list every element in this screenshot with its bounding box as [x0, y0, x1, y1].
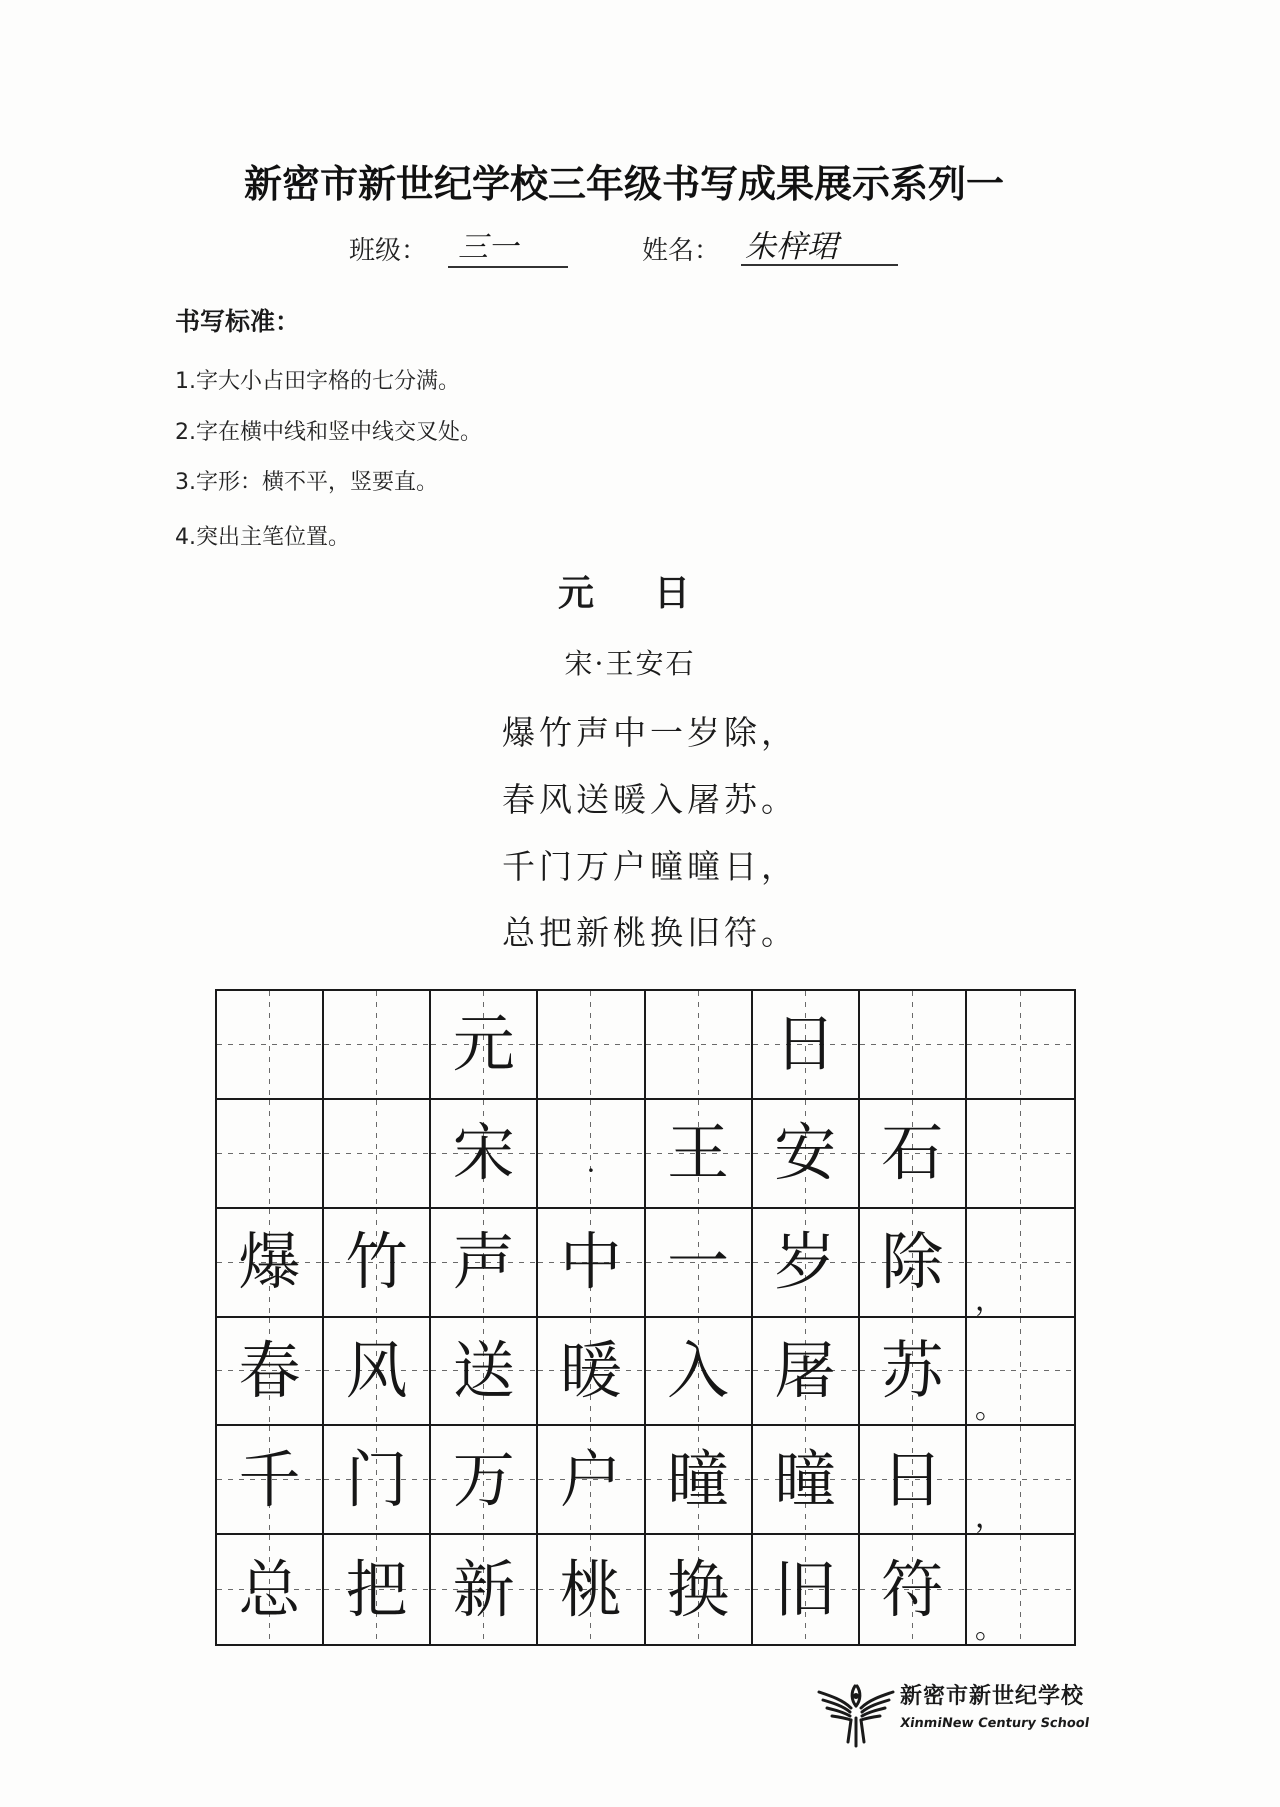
handwritten-character: 换: [667, 1552, 730, 1626]
handwritten-character: 符: [881, 1552, 944, 1626]
handwritten-character: 苏: [881, 1333, 944, 1407]
handwritten-character: 。: [974, 1611, 1005, 1646]
standard-item: 1.字大小占田字格的七分满。: [175, 369, 460, 394]
grid-cell: [967, 991, 1074, 1100]
handwritten-character: 曈: [774, 1442, 837, 1516]
handwritten-character: 旧: [774, 1552, 837, 1626]
handwritten-character: 万: [452, 1442, 515, 1516]
standards-heading: 书写标准：: [175, 307, 301, 336]
handwritten-character: ，: [974, 1500, 1005, 1536]
grid-cell: [753, 1535, 860, 1644]
tianzige-practice-grid: [215, 989, 1076, 1646]
grid-cell: [217, 991, 324, 1100]
grid-cell: [753, 1100, 860, 1209]
grid-cell: [753, 991, 860, 1100]
handwritten-character: 暖: [559, 1333, 622, 1407]
handwritten-character: 宋: [452, 1116, 515, 1190]
grid-cell: [324, 1318, 431, 1427]
grid-cell: [967, 1535, 1074, 1644]
grid-cell: [324, 1100, 431, 1209]
grid-cell: [860, 1535, 967, 1644]
poem-line: 春风送暖入屠苏。: [502, 780, 798, 819]
grid-cell: [538, 1426, 645, 1535]
standard-item: 2.字在横中线和竖中线交叉处。: [175, 420, 482, 445]
grid-cell: [431, 1535, 538, 1644]
grid-cell: [538, 1100, 645, 1209]
standard-item: 3.字形：横不平，竖要直。: [175, 470, 438, 495]
class-label: 班级：: [349, 236, 428, 266]
grid-cell: [646, 1209, 753, 1318]
name-field: 朱梓珺: [741, 228, 898, 266]
grid-cell: [967, 1426, 1074, 1535]
poem-line: 总把新桃换旧符。: [502, 913, 798, 952]
handwritten-character: 一: [667, 1225, 730, 1299]
grid-cell: [324, 991, 431, 1100]
handwritten-character: 日: [881, 1442, 944, 1516]
handwritten-character: 石: [881, 1116, 944, 1190]
grid-cell: [967, 1209, 1074, 1318]
grid-cell: [860, 1100, 967, 1209]
grid-cell: [217, 1535, 324, 1644]
handwritten-character: 王: [667, 1116, 730, 1190]
handwritten-character: ·: [586, 1154, 596, 1188]
class-field: 三一: [448, 230, 568, 268]
handwritten-character: 声: [452, 1225, 515, 1299]
grid-cell: [431, 1426, 538, 1535]
school-logo-name-cn: 新密市新世纪学校: [900, 1684, 1085, 1709]
grid-cell: [646, 1100, 753, 1209]
handwritten-character: 门: [345, 1442, 408, 1516]
standard-item: 4.突出主笔位置。: [175, 525, 350, 550]
grid-cell: [753, 1209, 860, 1318]
handwritten-character: 送: [452, 1333, 515, 1407]
handwritten-character: 。: [974, 1391, 1005, 1427]
phoenix-emblem-icon: [815, 1678, 897, 1748]
handwritten-character: 屠: [774, 1333, 837, 1407]
handwritten-character: 春: [238, 1333, 301, 1407]
grid-cell: [431, 1100, 538, 1209]
grid-cell: [860, 1318, 967, 1427]
handwritten-character: 总: [238, 1552, 301, 1626]
grid-cell: [646, 1318, 753, 1427]
handwritten-character: 把: [345, 1552, 408, 1626]
handwritten-character: 风: [345, 1333, 408, 1407]
grid-cell: [646, 991, 753, 1100]
handwritten-character: 中: [559, 1225, 622, 1299]
grid-cell: [753, 1318, 860, 1427]
grid-cell: [538, 1209, 645, 1318]
page-title: 新密市新世纪学校三年级书写成果展示系列一: [243, 162, 1004, 206]
grid-cell: [538, 1535, 645, 1644]
grid-cell: [217, 1318, 324, 1427]
grid-cell: [860, 1426, 967, 1535]
grid-cell: [324, 1426, 431, 1535]
poem-author: 宋·王安石: [564, 647, 696, 680]
grid-cell: [646, 1426, 753, 1535]
grid-cell: [967, 1100, 1074, 1209]
handwritten-character: 竹: [345, 1225, 408, 1299]
grid-cell: [431, 991, 538, 1100]
grid-cell: [646, 1535, 753, 1644]
grid-cell: [753, 1426, 860, 1535]
handwritten-character: 安: [774, 1116, 837, 1190]
handwritten-character: 新: [452, 1552, 515, 1626]
poem-title: 元 日: [557, 573, 702, 614]
handwritten-character: 元: [452, 1007, 515, 1081]
handwritten-character: 户: [559, 1442, 622, 1516]
grid-cell: [538, 1318, 645, 1427]
handwritten-character: 千: [238, 1442, 301, 1516]
grid-cell: [431, 1209, 538, 1318]
grid-cell: [538, 991, 645, 1100]
poem-line: 爆竹声中一岁除，: [502, 713, 798, 752]
handwritten-character: 爆: [238, 1225, 301, 1299]
grid-cell: [217, 1209, 324, 1318]
poem-line: 千门万户曈曈日，: [502, 847, 798, 886]
handwritten-character: 入: [667, 1333, 730, 1407]
handwritten-character: 曈: [667, 1442, 730, 1516]
grid-cell: [860, 1209, 967, 1318]
grid-cell: [217, 1100, 324, 1209]
grid-cell: [431, 1318, 538, 1427]
grid-cell: [860, 991, 967, 1100]
name-label: 姓名：: [642, 236, 721, 266]
handwritten-character: 桃: [559, 1552, 622, 1626]
handwritten-character: 日: [774, 1007, 837, 1081]
school-logo-name-en: XinmiNew Century School: [899, 1716, 1091, 1731]
grid-cell: [324, 1209, 431, 1318]
handwritten-character: 岁: [774, 1225, 837, 1299]
grid-cell: [967, 1318, 1074, 1427]
handwritten-character: 除: [881, 1225, 944, 1299]
grid-cell: [324, 1535, 431, 1644]
handwritten-character: ，: [974, 1282, 1005, 1318]
grid-cell: [217, 1426, 324, 1535]
